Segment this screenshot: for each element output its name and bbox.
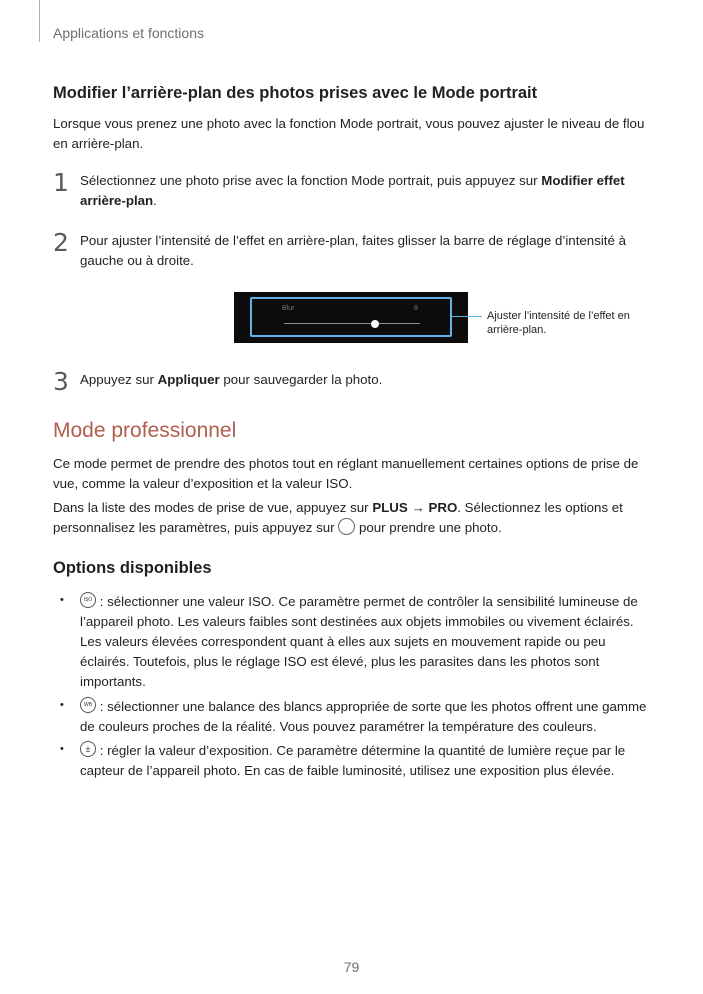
step-number-1: 1 (53, 168, 69, 197)
figure-callout: Ajuster l’intensité de l’effet en arrière-plan. (487, 310, 630, 336)
step-number-3: 3 (53, 367, 69, 396)
exposure-icon: ± (80, 741, 96, 757)
page-number: 79 (343, 959, 360, 975)
step-text-3: Appuyez sur Appliquer pour sauvegarder la photo. (80, 372, 383, 387)
bullet-marker: • (60, 699, 64, 711)
callout-leader-line (452, 316, 482, 317)
slider-highlight-box (250, 297, 452, 337)
bullet-marker: • (60, 594, 64, 606)
option-white-balance: WB : sélectionner une balance des blancs appropriée de sorte que les photos offrent une gamme de couleurs proches de la réalité. Vous pouvez paramétrer la température des couleurs. (80, 699, 647, 734)
iso-icon: ISO (80, 592, 96, 608)
section-title-portrait: Modifier l’arrière-plan des photos prises avec le Mode portrait (53, 84, 538, 102)
step-1-emphasis: Modifier effet arrière-plan (80, 173, 625, 208)
shutter-button-icon (338, 518, 355, 535)
step-number-2: 2 (53, 228, 69, 257)
step-text-1: Sélectionnez une photo prise avec la fonction Mode portrait, puis appuyez sur Modifier effet arrière-plan. (80, 173, 625, 208)
portrait-intro: Lorsque vous prenez une photo avec la fonction Mode portrait, vous pouvez ajuster le niveau de flou en arrière-plan. (53, 116, 645, 151)
corner-marker (39, 0, 40, 42)
options-title: Options disponibles (53, 559, 212, 577)
pro-instructions: Dans la liste des modes de prise de vue, appuyez sur PLUS → PRO. Sélectionnez les options et personnalisez les paramètres, puis appuyez sur pour prendre une photo. (53, 500, 623, 535)
section-title-pro-mode: Mode professionnel (53, 419, 237, 442)
slider-label-right: 8 (414, 305, 418, 312)
option-exposure: ± : régler la valeur d’exposition. Ce paramètre détermine la quantité de lumière reçue par le capteur de l’appareil photo. En cas de faible luminosité, utilisez une exposition plus élevée. (80, 743, 626, 778)
running-header: Applications et fonctions (53, 25, 204, 41)
blur-intensity-slider-track[interactable] (284, 323, 420, 324)
white-balance-icon: WB (80, 697, 96, 713)
slider-label-left: Blur (282, 305, 295, 312)
pro-intro: Ce mode permet de prendre des photos tout en réglant manuellement certaines options de prise de vue, comme la valeur d’exposition et la valeur ISO. (53, 456, 639, 491)
step-text-2: Pour ajuster l’intensité de l’effet en arrière-plan, faites glisser la barre de réglage d’intensité à gauche ou à droite. (80, 233, 626, 268)
step-3-emphasis: Appliquer (157, 372, 220, 387)
bullet-marker: • (60, 743, 64, 755)
option-iso: ISO : sélectionner une valeur ISO. Ce paramètre permet de contrôler la sensibilité lumineuse de l’appareil photo. Les valeurs faibles sont destinées aux objets immobiles ou vivement éclairés. Les valeurs élevées correspondent quant à elles aux sujets en mouvement rapide ou peu éclairés. Toutefois, plus le réglage ISO est élevé, plus les parasites dans les photos sont importants. (80, 594, 638, 689)
